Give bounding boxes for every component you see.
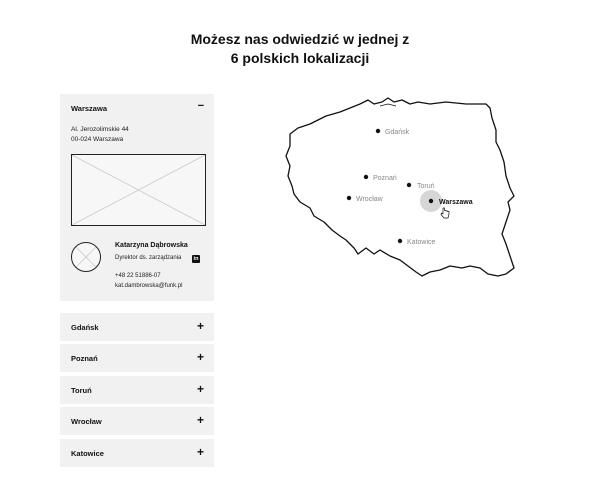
- city-dot-poznan[interactable]: [364, 175, 368, 179]
- page-title: [0, 30, 600, 68]
- poland-outline: [286, 98, 514, 276]
- accordion-item-label: Toruń: [71, 386, 92, 395]
- expand-icon[interactable]: +: [196, 445, 204, 459]
- contact-email[interactable]: kat.dambrowska@funk.pl: [115, 283, 183, 289]
- expand-icon[interactable]: +: [196, 350, 204, 364]
- office-image-placeholder: [71, 154, 206, 226]
- accordion-item-katowice[interactable]: [60, 439, 214, 467]
- title-line-2: 6 polskich lokalizacji: [230, 50, 370, 66]
- expand-icon[interactable]: +: [196, 319, 204, 333]
- city-dot-katowice[interactable]: [398, 239, 402, 243]
- contact-name: Katarzyna Dąbrowska: [115, 242, 188, 249]
- title-line-1: Możesz nas odwiedzić w jednej z: [190, 31, 410, 47]
- linkedin-icon[interactable]: in: [193, 256, 199, 262]
- city-dot-gdansk[interactable]: [376, 129, 380, 133]
- city-label-warszawa[interactable]: Warszawa: [439, 199, 473, 206]
- accordion-item-gdansk[interactable]: [60, 313, 214, 341]
- accordion-panel-warszawa: [60, 94, 214, 301]
- contact-role: Dyrektor ds. zarządzania: [115, 255, 182, 261]
- accordion-item-torun[interactable]: [60, 376, 214, 404]
- contact-details: [115, 271, 182, 291]
- poland-map: [270, 90, 530, 300]
- expand-icon[interactable]: +: [196, 382, 204, 396]
- accordion-item-label: Wrocław: [71, 417, 102, 426]
- address-line-1: Al. Jerozolimskie 44: [71, 126, 129, 133]
- city-label-torun[interactable]: Toruń: [417, 183, 435, 190]
- contact-phone[interactable]: +48 22 51886-07: [115, 273, 161, 279]
- city-label-gdansk[interactable]: Gdańsk: [385, 129, 410, 136]
- city-label-katowice[interactable]: Katowice: [407, 239, 436, 246]
- accordion-header-label[interactable]: Warszawa: [71, 104, 107, 113]
- address-line-2: 00-024 Warszawa: [71, 136, 124, 143]
- avatar-placeholder-icon: [72, 243, 100, 271]
- accordion-item-label: Katowice: [71, 449, 104, 458]
- office-address: [71, 125, 129, 145]
- city-label-wroclaw[interactable]: Wrocław: [356, 196, 383, 203]
- city-dot-wroclaw[interactable]: [347, 196, 351, 200]
- city-label-poznan[interactable]: Poznań: [373, 175, 397, 182]
- expand-icon[interactable]: +: [196, 413, 204, 427]
- avatar: [71, 242, 101, 272]
- collapse-icon[interactable]: −: [197, 100, 204, 112]
- image-placeholder-icon: [72, 155, 205, 225]
- accordion-item-label: Poznań: [71, 354, 98, 363]
- accordion-item-label: Gdańsk: [71, 323, 99, 332]
- accordion-item-wroclaw[interactable]: [60, 407, 214, 435]
- city-dot-warszawa[interactable]: [429, 199, 433, 203]
- city-dot-torun[interactable]: [407, 183, 411, 187]
- accordion-item-poznan[interactable]: [60, 344, 214, 372]
